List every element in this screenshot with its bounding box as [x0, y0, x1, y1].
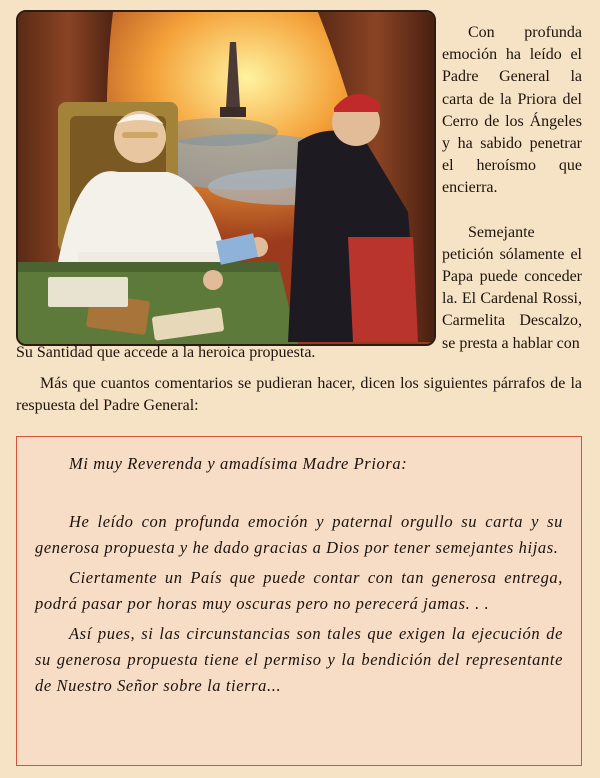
paragraph-2: Semejante petición sólamente el Papa puede conceder la. El Cardenal Rossi, Carmelita Descalzo, se presta a hablar con — [442, 223, 582, 352]
letter-paragraph-1: He leído con profunda emoción y paternal orgullo su carta y su generosa propuesta y he dado gracias a Dios por tener semejantes hijas. — [35, 512, 563, 557]
paragraph-2-continuation: Su Santidad que accede a la heroica propuesta. — [16, 344, 316, 361]
side-column-text — [442, 22, 582, 355]
intro-paragraph: Más que cuantos comentarios se pudieran hacer, dicen los siguientes párrafos de la respuesta del Padre General: — [16, 375, 582, 414]
letter-paragraph-2: Ciertamente un País que puede contar con tan generosa entrega, podrá pasar por horas muy oscuras pero no perecerá jamas. . . — [35, 568, 563, 613]
painting-icon — [18, 12, 434, 344]
paragraph-1: Con profunda emoción ha leído el Padre General la carta de la Priora del Cerro de los Ángeles y ha sabido penetrar el heroísmo que encierra. — [442, 24, 582, 197]
letter-text — [35, 451, 563, 699]
letter-salutation: Mi muy Reverenda y amadísima Madre Priora: — [69, 454, 408, 473]
letter-paragraph-3: Así pues, si las circunstancias son tales que exigen la ejecución de su generosa propuesta tiene el permiso y la bendición del representante de Nuestro Señor sobre la tierra... — [35, 624, 563, 695]
letter-quote-box — [16, 436, 582, 766]
illustration-pope-and-cardinal — [16, 10, 436, 346]
